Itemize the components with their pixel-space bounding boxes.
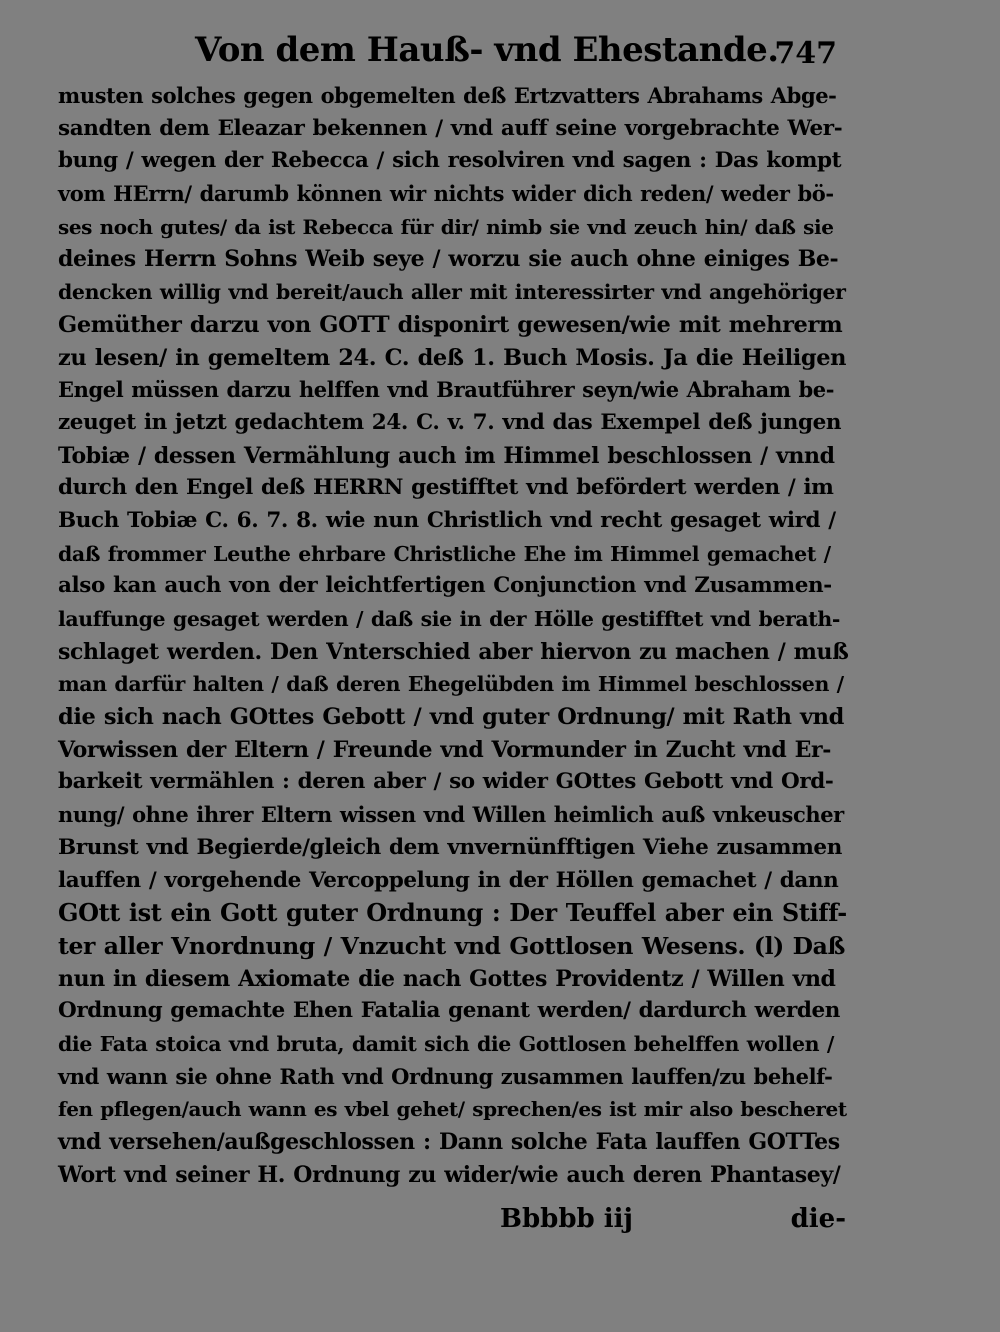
text-line: sandten dem Eleazar bekennen / vnd auff seine vorgebrachte Wer- — [58, 115, 843, 141]
text-line: Brunst vnd Begierde/gleich dem vnvernünfftigen Viehe zusammen — [58, 834, 842, 860]
page-number: 747 — [774, 36, 837, 71]
text-line: vom HErrn/ darumb können wir nichts wider dich reden/ weder bö- — [58, 181, 834, 207]
text-line: die Fata stoica vnd bruta, damit sich die Gottlosen behelffen wollen / — [58, 1031, 834, 1056]
text-line: Vorwissen der Eltern / Freunde vnd Vormunder in Zucht vnd Er- — [58, 736, 831, 763]
text-line: nun in diesem Axiomate die nach Gottes Providentz / Willen vnd — [58, 965, 836, 992]
text-line: schlaget werden. Den Vnterschied aber hiervon zu machen / muß — [58, 638, 849, 665]
text-line: Gemüther darzu von GOTT disponirt gewesen/wie mit mehrerm — [58, 311, 843, 338]
text-line: ses noch gutes/ da ist Rebecca für dir/ nimb sie vnd zeuch hin/ daß sie — [58, 214, 834, 239]
text-line: daß frommer Leuthe ehrbare Christliche Ehe im Himmel gemachet / — [58, 541, 831, 566]
text-line: durch den Engel deß HERRN gestifftet vnd befördert werden / im — [58, 475, 834, 501]
text-line: fen pflegen/auch wann es vbel gehet/ sprechen/es ist mir also bescheret — [58, 1097, 847, 1122]
catchword: die- — [790, 1204, 846, 1234]
text-line: musten solches gegen obgemelten deß Ertzvatters Abrahams Abge- — [58, 83, 837, 108]
text-line: zu lesen/ in gemeltem 24. C. deß 1. Buch Mosis. Ja die Heiligen — [58, 344, 847, 371]
text-line: deines Herrn Sohns Weib seye / worzu sie auch ohne einiges Be- — [58, 246, 839, 273]
text-line: Tobiæ / dessen Vermählung auch im Himmel beschlossen / vnnd — [58, 442, 835, 469]
page-header — [195, 24, 845, 80]
text-line: GOtt ist ein Gott guter Ordnung : Der Teuffel aber ein Stiff- — [58, 898, 847, 928]
text-line: Wort vnd seiner H. Ordnung zu wider/wie auch deren Phantasey/ — [58, 1161, 841, 1188]
text-line: ter aller Vnordnung / Vnzucht vnd Gottlosen Wesens. (l) Daß — [58, 931, 845, 960]
page-footer — [490, 1200, 850, 1240]
text-line: barkeit vermählen : deren aber / so wider GOttes Gebott vnd Ord- — [58, 769, 834, 795]
text-line: vnd versehen/außgeschlossen : Dann solche Fata lauffen GOTTes — [58, 1129, 840, 1155]
text-line: dencken willig vnd bereit/auch aller mit interessirter vnd angehöriger — [58, 280, 846, 305]
text-line: Ordnung gemachte Ehen Fatalia genant werden/ dardurch werden — [58, 998, 841, 1024]
text-line: lauffen / vorgehende Vercoppelung in der Höllen gemachet / dann — [58, 867, 839, 893]
text-line: man darfür halten / daß deren Ehegelübden im Himmel beschlossen / — [58, 672, 844, 697]
text-line: die sich nach GOttes Gebott / vnd guter Ordnung/ mit Rath vnd — [58, 704, 844, 731]
text-line: nung/ ohne ihrer Eltern wissen vnd Willen heimlich auß vnkeuscher — [58, 802, 844, 828]
body-text — [58, 80, 848, 1191]
text-line: bung / wegen der Rebecca / sich resolviren vnd sagen : Das kompt — [58, 148, 842, 174]
signature-mark: Bbbbb iij — [500, 1204, 633, 1234]
text-line: zeuget in jetzt gedachtem 24. C. v. 7. vnd das Exempel deß jungen — [58, 409, 842, 435]
running-title: Von dem Hauß- vnd Ehestande. — [195, 30, 779, 70]
text-line: lauffunge gesaget werden / daß sie in der Hölle gestifftet vnd berath- — [58, 607, 840, 631]
text-line: also kan auch von der leichtfertigen Conjunction vnd Zusammen- — [58, 573, 832, 599]
text-line: vnd wann sie ohne Rath vnd Ordnung zusammen lauffen/zu behelf- — [58, 1063, 833, 1089]
text-line: Buch Tobiæ C. 6. 7. 8. wie nun Christlich vnd recht gesaget wird / — [58, 507, 836, 533]
text-line: Engel müssen darzu helffen vnd Brautführer seyn/wie Abraham be- — [58, 377, 835, 403]
